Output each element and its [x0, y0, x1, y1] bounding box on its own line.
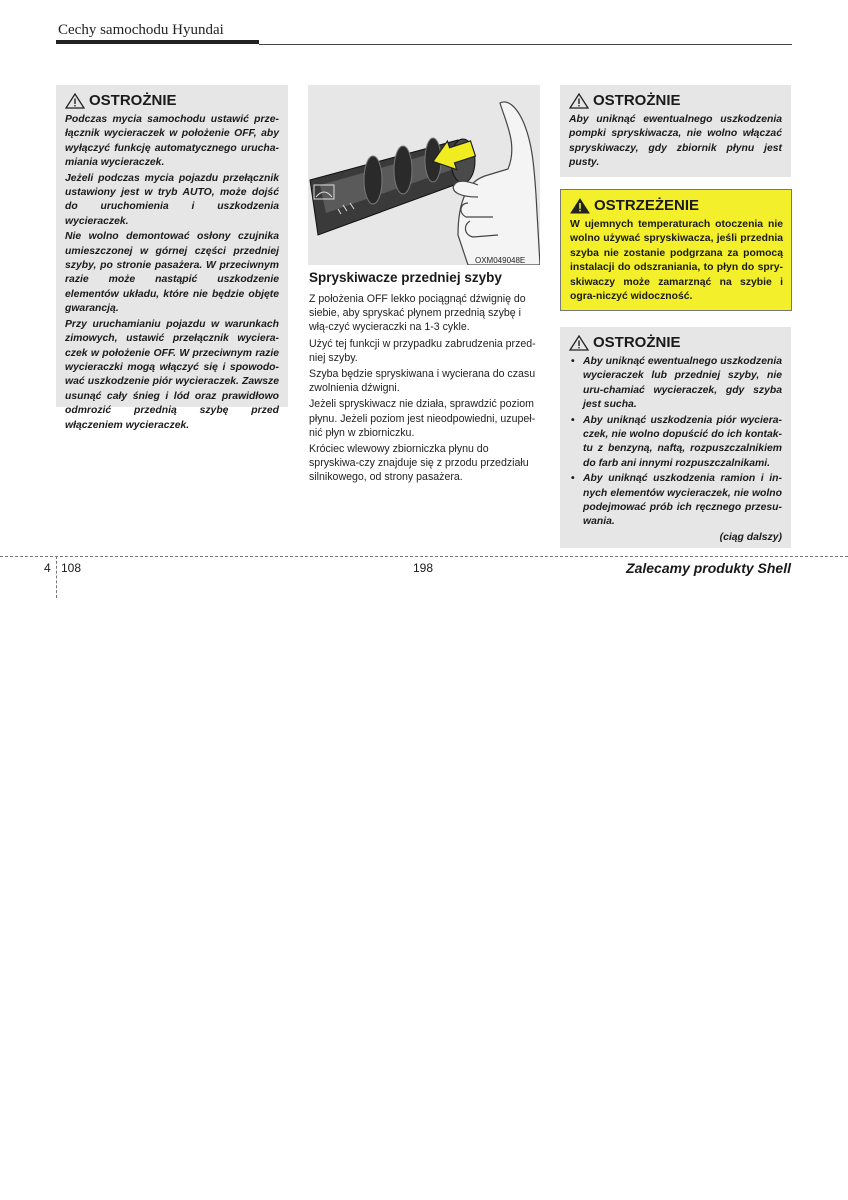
section-paragraph: Króciec wlewowy zbiorniczka płynu do spryskiwa-czy znajduje się z przodu przedziału silnikowego, od strony pasażera. [309, 443, 529, 484]
wiper-stalk-illustration [308, 85, 540, 265]
footer-divider [0, 556, 848, 557]
header-title: Cechy samochodu Hyundai [58, 22, 224, 38]
caution-paragraph: Nie wolno demontować osłony czujnika umieszczonej w górnej części przedniej szyby, po stronie pasażera. W przeciwnym razie może nastąpić uszkodzenie elementów układu, które nie będzie objęte gwarancją. [65, 231, 279, 315]
caution-title [569, 334, 782, 351]
header-bar [56, 40, 259, 44]
warning-title-text: OSTRZEŻENIE [594, 197, 700, 214]
caution-title [569, 92, 782, 109]
continued-note: (ciąg dalszy) [719, 531, 782, 543]
figure-code: OXM049048E [475, 256, 526, 265]
section-paragraph: Jeżeli spryskiwacz nie działa, sprawdzić poziom płynu. Jeżeli poziom jest nieodpowiedni, uzupeł-nić płyn w zbiorniczku. [309, 398, 536, 439]
caution-triangle-icon [569, 93, 589, 109]
section-paragraph: Szyba będzie spryskiwana i wycierana do czasu zwolnienia dźwigni. [309, 368, 536, 395]
footer-slogan: Zalecamy produkty Shell [626, 560, 791, 576]
header-rule [259, 44, 792, 45]
warning-box [560, 189, 792, 311]
section-heading: Spryskiwacze przedniej szyby [309, 270, 502, 285]
page-number: 108 [61, 561, 82, 575]
document-page-number: 198 [413, 561, 434, 575]
caution-box-left [56, 85, 288, 431]
warning-triangle-icon [570, 198, 590, 214]
caution-bullet: • Aby uniknąć uszkodzenia ramion i in-nych elementów wycieraczek, nie wolno podejmować prób ich ręcznego przesu-wania. [569, 472, 782, 530]
chapter-number: 4 [44, 561, 51, 575]
caution-paragraph: Aby uniknąć ewentualnego uszkodzenia pompki spryskiwacza, nie wolno włączać spryskiwaczy, gdy zbiornik płynu jest pusty. [569, 114, 782, 169]
caution-title-text: OSTROŻNIE [593, 92, 681, 109]
caution-box-right-top [560, 85, 791, 177]
warning-paragraph: W ujemnych temperaturach otoczenia nie wolno używać spryskiwacza, jeśli przednia szyba nie zostanie podgrzana za pomocą instalacji do odszraniania, to płyn do spry-skiwaczy może zamarznąć na szybie i ogra-niczyć widoczność. [570, 219, 783, 303]
caution-bullet: • Aby uniknąć ewentualnego uszkodzenia wycieraczek lub przedniej szyby, nie uru-chamiać wycieraczek, gdy szyba jest sucha. [569, 355, 782, 413]
wiper-stalk-figure [308, 85, 540, 265]
caution-triangle-icon [65, 93, 85, 109]
caution-triangle-icon [569, 335, 589, 351]
caution-paragraph: Podczas mycia samochodu ustawić prze-łącznik wycieraczek w położenie OFF, aby wyłączyć funkcję automatycznego urucha-miania wycieraczek. [65, 114, 279, 169]
caution-paragraph: Jeżeli podczas mycia pojazdu przełącznik ustawiony jest w tryb AUTO, może dojść do uruchomienia i uszkodzenia wycieraczek. [65, 172, 279, 227]
section-paragraph: Z położenia OFF lekko pociągnąć dźwignię do siebie, aby spryskać płynem przednią szybę i włą-czyć wycieraczki na 1-3 cykle. [309, 293, 526, 334]
caution-bullet: • Aby uniknąć uszkodzenia piór wyciera-czek, nie wolno dopuścić do ich kontak-tu z benzyną, naftą, rozpuszczalnikiem do farb ani innymi rozpuszczalnikami. [569, 414, 782, 472]
caution-title [65, 92, 279, 109]
section-paragraph: Użyć tej funkcji w przypadku zabrudzenia przed-niej szyby. [309, 337, 536, 364]
section-text [309, 292, 540, 487]
caution-paragraph: Przy uruchamianiu pojazdu w warunkach zimowych, ustawić przełącznik wyciera-czek w położenie OFF. W przeciwnym razie wycieraczki mogą włączyć się i spowodo-wać uszkodzenie piór wycieraczek. Zawsze usunąć cały śnieg i lód oraz prawidłowo odmrozić przednią szybę przed włączeniem wycieraczek. [65, 318, 279, 431]
caution-title-text: OSTROŻNIE [89, 92, 177, 109]
caution-title-text: OSTROŻNIE [593, 334, 681, 351]
warning-title [570, 197, 783, 214]
footer-divider-vertical [56, 556, 57, 598]
caution-box-right-bottom [560, 327, 791, 548]
